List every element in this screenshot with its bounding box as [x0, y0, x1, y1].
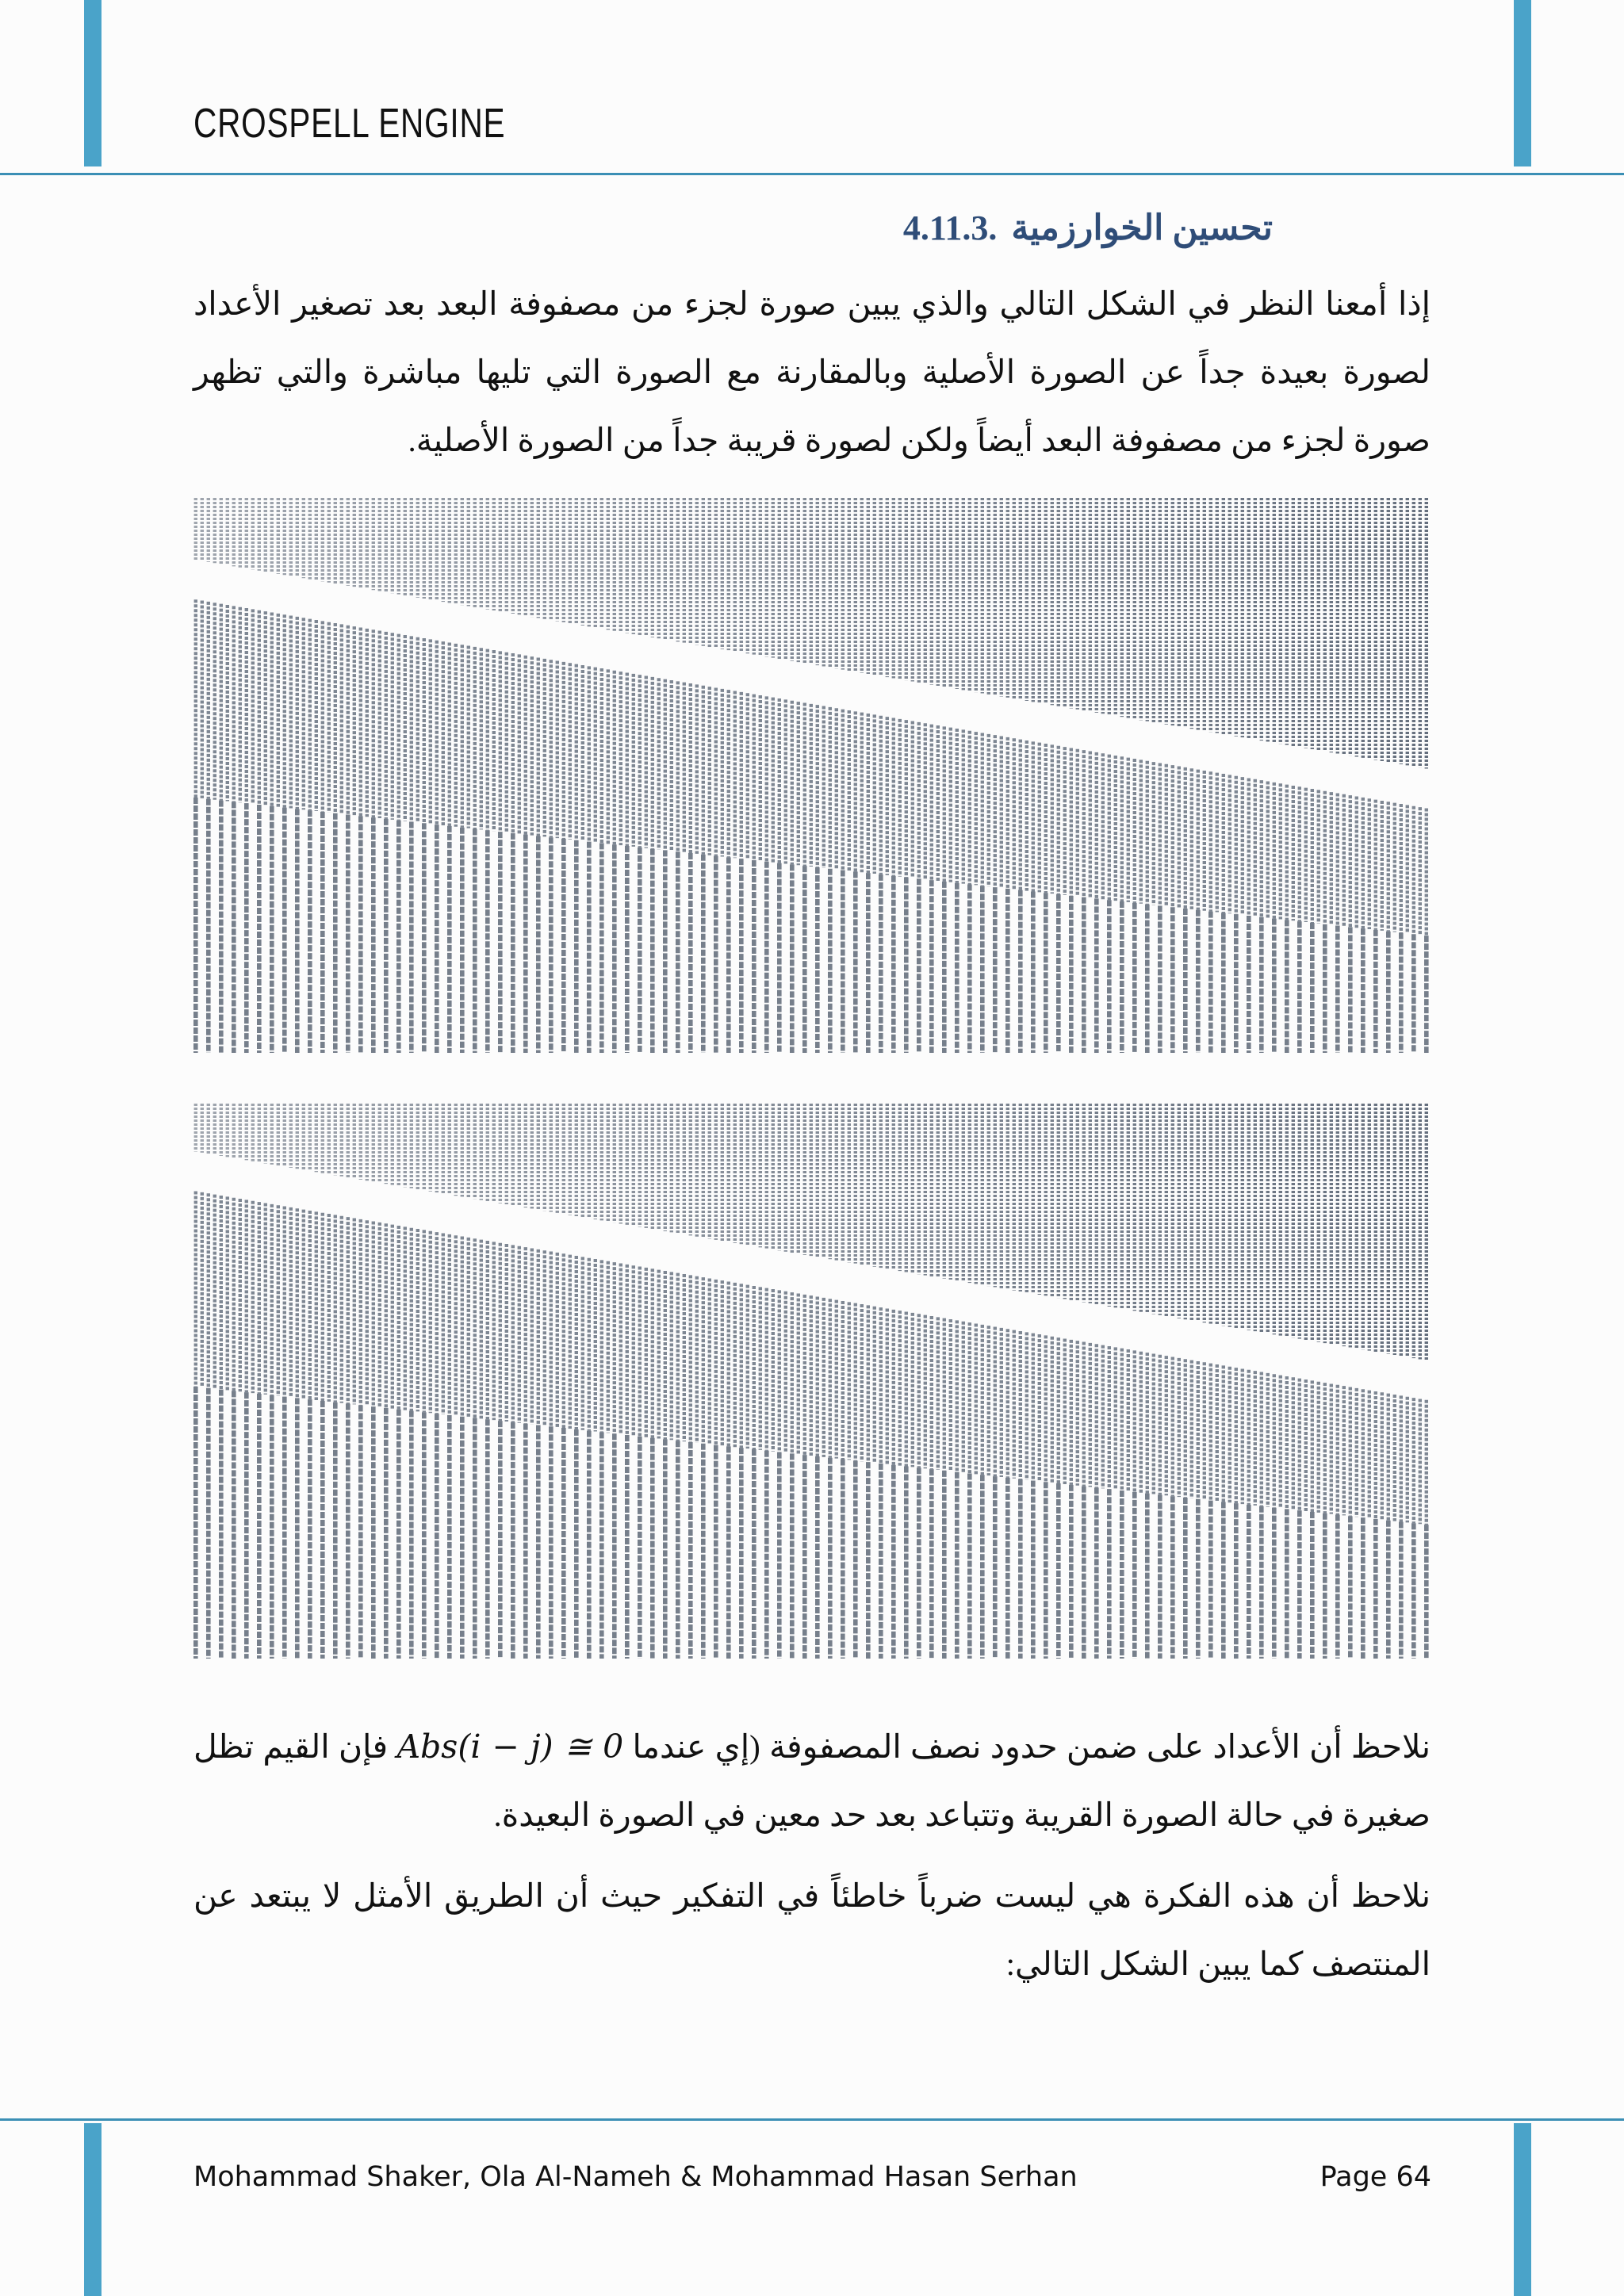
far-image-matrix-figure	[193, 498, 1431, 1053]
footer-rule	[0, 2118, 1624, 2121]
section-title: تحسين الخوارزمية	[1011, 209, 1273, 247]
header-right-accent-bar	[1514, 0, 1531, 166]
observation-text-after: فإن القيم تظل صغيرة في حالة الصورة القريبة وتتباعد بعد حد معين في الصورة البعيدة.	[193, 1728, 1431, 1833]
section-heading	[903, 208, 1273, 248]
near-image-matrix-figure	[193, 1104, 1431, 1659]
footer-right-accent-bar	[1514, 2123, 1531, 2296]
observation-text-before: نلاحظ أن الأعداد على ضمن حدود نصف المصفوفة (إي عندما	[632, 1728, 1431, 1765]
header-title: CROSPELL ENGINE	[193, 101, 506, 147]
footer-page-number: Page 64	[1320, 2161, 1431, 2193]
observation-formula: Abs(i − j) ≅ 0	[396, 1728, 624, 1766]
section-number: .4.11.3	[902, 209, 998, 247]
header-rule	[0, 173, 1624, 175]
footer-authors: Mohammad Shaker, Ola Al-Nameh & Mohammad Hasan Serhan	[193, 2161, 1078, 2193]
observation-paragraph	[193, 1712, 1431, 1849]
conclusion-paragraph: نلاحظ أن هذه الفكرة هي ليست ضرباً خاطئاً في التفكير حيث أن الطريق الأمثل لا يبتعد عن المنتصف كما يبين الشكل التالي:	[193, 1877, 1431, 1982]
footer-left-accent-bar	[84, 2123, 102, 2296]
intro-paragraph: إذا أمعنا النظر في الشكل التالي والذي يبين صورة لجزء من مصفوفة البعد بعد تصغير الأعداد لصورة بعيدة جداً عن الصورة الأصلية وبالمقارنة مع الصورة التي تليها مباشرة والتي تظهر صورة لجزء من مصفوفة البعد أيضاً ولكن لصورة قريبة جداً من الصورة الأصلية.	[193, 285, 1431, 458]
header-left-accent-bar	[84, 0, 102, 166]
